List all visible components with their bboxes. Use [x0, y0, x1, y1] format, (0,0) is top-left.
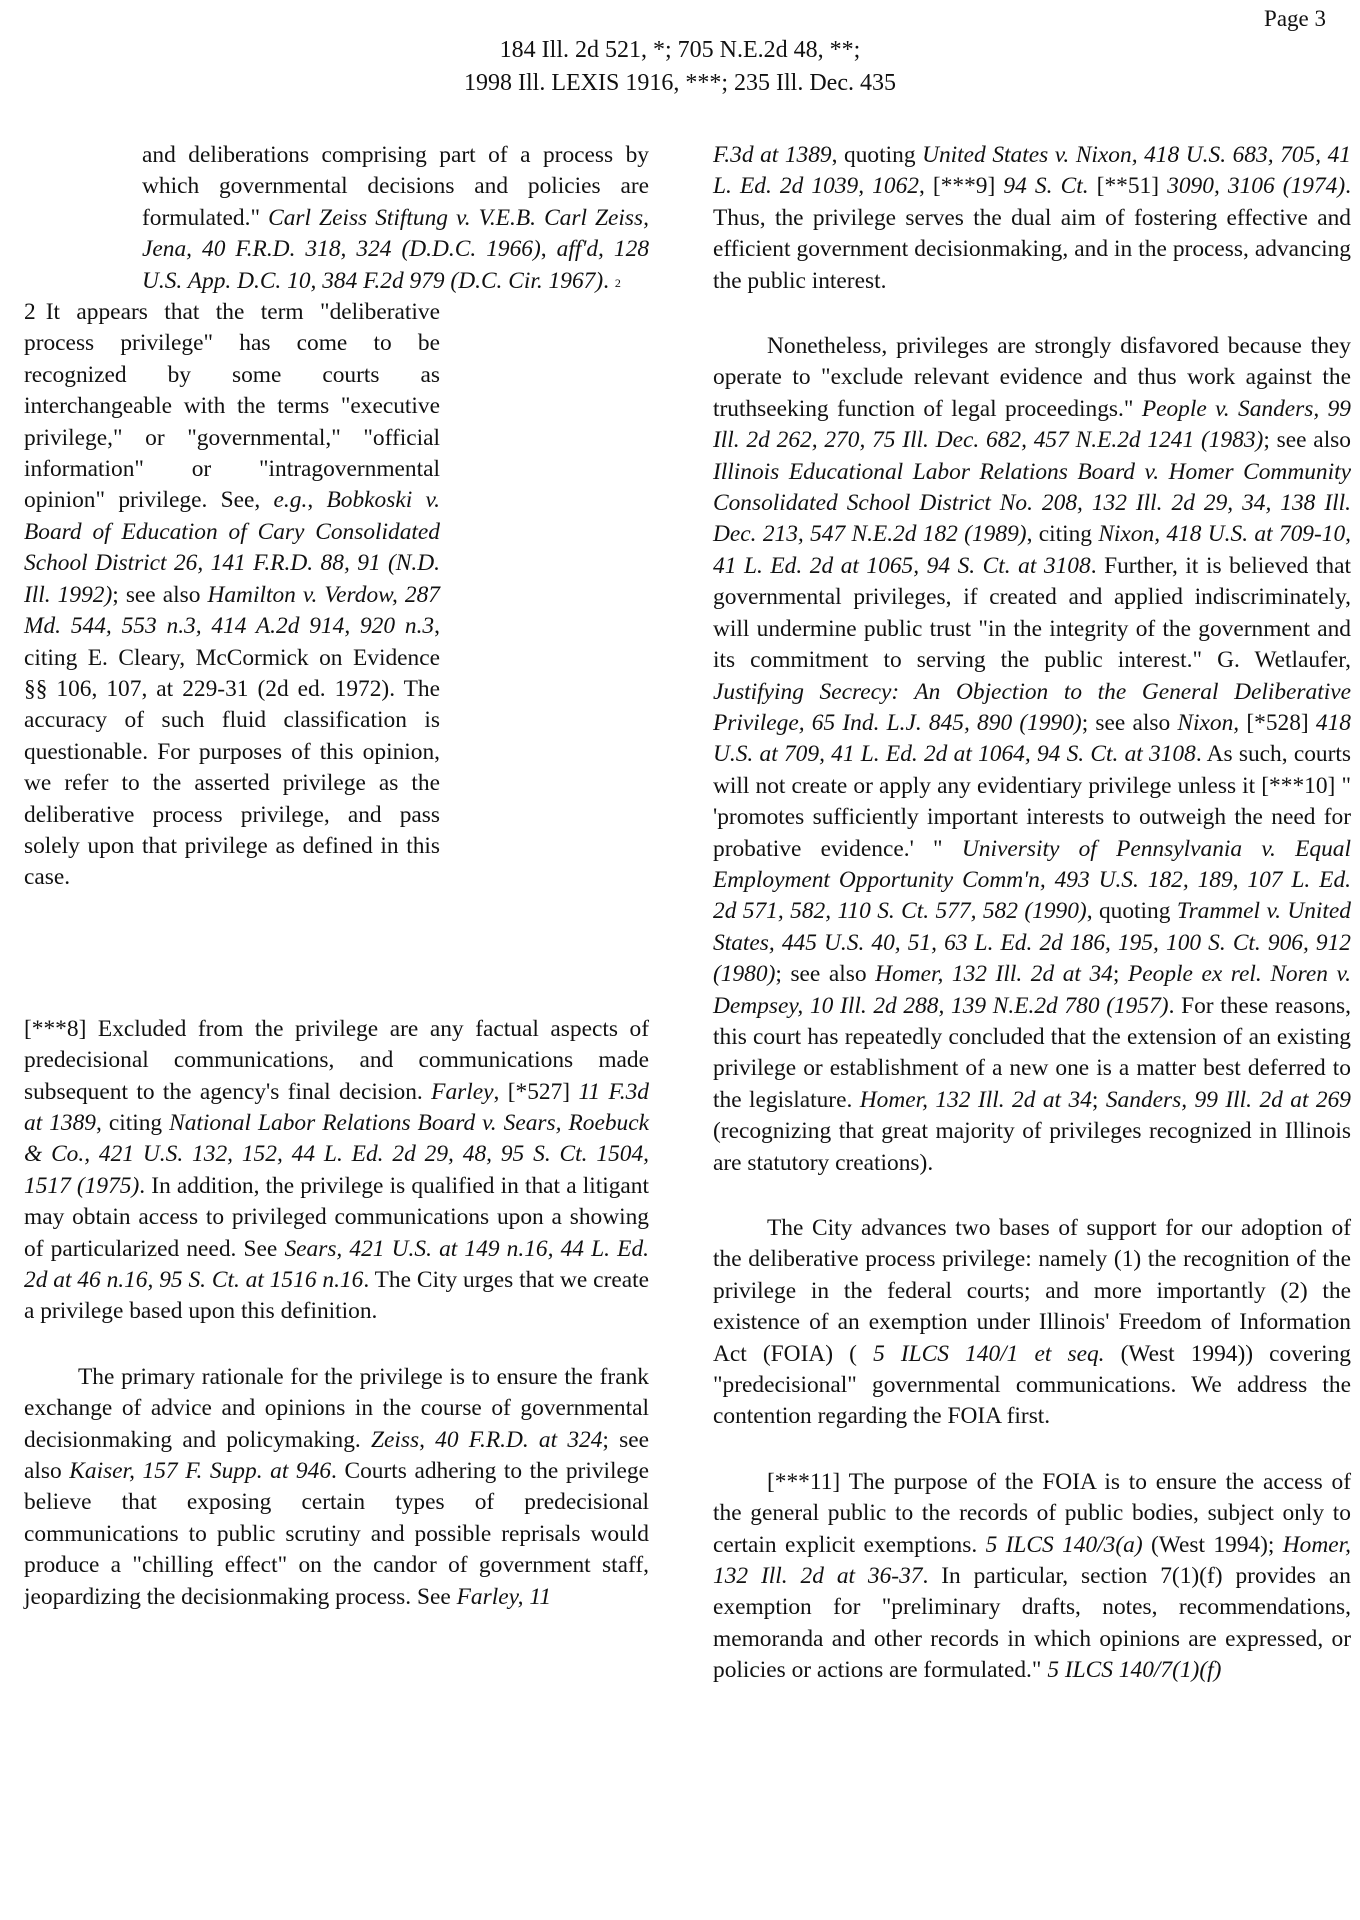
running-header-line-1: 184 Ill. 2d 521, *; 705 N.E.2d 48, **; — [499, 37, 861, 63]
page-number: Page 3 — [1264, 6, 1326, 31]
paragraph-foia-purpose: [***11] The purpose of the FOIA is to ensure the access of the general public to the records of public bodies, subject only to certain explicit exemptions. 5 ILCS 140/3(a) (West 1994); Homer, 132 Ill. 2d at 36-37. In particular, section 7(1)(f) provides an exemption for "preliminary drafts, notes, recommendations, memoranda and other records in which opinions are expressed, or policies or actions are formulated." 5 ILCS 140/7(1)(f) — [713, 1468, 1351, 1684]
paragraph-continued-quoting-nixon: F.3d at 1389, quoting United States v. Nixon, 418 U.S. 683, 705, 41 L. Ed. 2d 1039, 1062, [***9] 94 S. Ct. [**51] 3090, 3106 (1974). Thus, the privilege serves the dual aim of fostering effective and efficient government decisionmaking, and in the process, advancing the public interest. — [713, 142, 1352, 294]
footnote-reference: 2 — [614, 275, 621, 290]
citation: Hamilton v. Verdow, 287 Md. 544, 553 n.3, 414 A.2d 914, 920 n.3 — [24, 581, 440, 640]
right-column — [713, 140, 1351, 1687]
paragraph-privileges-disfavored: Nonetheless, privileges are strongly disfavored because they operate to "exclude relevant evidence and thus work against the truthseeking function of legal proceedings." People v. Sanders, 99 Ill. 2d 262, 270, 75 Ill. Dec. 682, 457 N.E.2d 1241 (1983); see also Illinois Educational Labor Relations Board v. Homer Community Consolidated School District No. 208, 132 Ill. 2d 29, 34, 138 Ill. Dec. 213, 547 N.E.2d 182 (1989), citing Nixon, 418 U.S. at 709-10, 41 L. Ed. 2d at 1065, 94 S. Ct. at 3108. Further, it is believed that governmental privileges, if created and applied indiscriminately, will undermine public trust "in the integrity of the government and its commitment to serving the public interest." G. Wetlaufer, Justifying Secrecy: An Objection to the General Deliberative Privilege, 65 Ind. L.J. 845, 890 (1990); see also Nixon, [*528] 418 U.S. at 709, 41 L. Ed. 2d at 1064, 94 S. Ct. at 3108. As such, courts will not create or apply any evidentiary privilege unless it [***10] " 'promotes sufficiently important interests to outweigh the need for probative evidence.' " University of Pennsylvania v. Equal Employment Opportunity Comm'n, 493 U.S. 182, 189, 107 L. Ed. 2d 571, 582, 110 S. Ct. 577, 582 (1990), quoting Trammel v. United States, 445 U.S. 40, 51, 63 L. Ed. 2d 186, 195, 100 S. Ct. 906, 912 (1980); see also Homer, 132 Ill. 2d at 34; People ex rel. Noren v. Dempsey, 10 Ill. 2d 288, 139 N.E.2d 780 (1957). For these reasons, this court has repeatedly concluded that the extension of an existing privilege or establishment of a new one is a matter best deferred to the legislature. Homer, 132 Ill. 2d at 34; Sanders, 99 Ill. 2d at 269 (recognizing that great majority of privileges recognized in Illinois are statutory creations). — [713, 333, 1352, 1176]
footnote-2: 2 It appears that the term "deliberative process privilege" has come to be recognized by some courts as interchangeable with the terms "executive privilege," or "governmental," "official information" or "intragovernmental opinion" privilege. See, e.g., Bobkoski v. Board of Education of Cary Consolidated School District 26, 141 F.R.D. 88, 91 (N.D. Ill. 1992); see also Hamilton v. Verdow, 287 Md. 544, 553 n.3, 414 A.2d 914, 920 n.3, citing E. Cleary, McCormick on Evidence §§ 106, 107, at 229-31 (2d ed. 1972). The accuracy of such fluid classification is questionable. For purposes of this opinion, we refer to the asserted privilege as the deliberative process privilege, and pass solely upon that privilege as defined in this case. — [24, 299, 440, 891]
citation: aff'd, 128 U.S. App. D.C. 10, 384 F.2d 979 (D.C. Cir. 1967) — [142, 236, 650, 294]
paragraph-primary-rationale: The primary rationale for the privilege is to ensure the frank exchange of advice and opinions in the course of governmental decisionmaking and policymaking. Zeiss, 40 F.R.D. at 324; see also Kaiser, 157 F. Supp. at 946. Courts adhering to the privilege believe that exposing certain types of predecisional communications to public scrutiny and possible reprisals would produce a "chilling effect" on the candor of government staff, jeopardizing the decisionmaking process. See Farley, 11 — [24, 1363, 649, 1610]
footnote-number: 2 — [24, 299, 36, 326]
citation: Bobkoski v. Board of Education of Cary Consolidated School District 26, 141 F.R.D. 88, 91 (N.D. Ill. 1992) — [24, 487, 440, 608]
opening-paragraph-continued: and deliberations comprising part of a process by which governmental decisions and policies are formulated." Carl Zeiss Stiftung v. V.E.B. Carl Zeiss, Jena, 40 F.R.D. 318, 324 (D.D.C. 1966), aff'd, 128 U.S. App. D.C. 10, 384 F.2d 979 (D.C. Cir. 1967). $^2$ — [142, 142, 650, 294]
left-column — [24, 140, 649, 1613]
running-header-line-2: 1998 Ill. LEXIS 1916, ***; 235 Ill. Dec. 435 — [464, 70, 896, 96]
citation: Carl Zeiss Stiftung v. V.E.B. Carl Zeiss, Jena, 40 F.R.D. 318, 324 (D.D.C. 1966) — [142, 204, 649, 263]
running-header — [0, 34, 1360, 100]
paragraph-excluded-from-privilege: [***8] Excluded from the privilege are any factual aspects of predecisional communications, and communications made subsequent to the agency's final decision. Farley, [*527] 11 F.3d at 1389, citing National Labor Relations Board v. Sears, Roebuck & Co., 421 U.S. 132, 152, 44 L. Ed. 2d 29, 48, 95 S. Ct. 1504, 1517 (1975). In addition, the privilege is qualified in that a litigant may obtain access to privileged communications upon a showing of particularized need. See Sears, 421 U.S. at 149 n.16, 44 L. Ed. 2d at 46 n.16, 95 S. Ct. at 1516 n.16. The City urges that we create a privilege based upon this definition. — [24, 1015, 650, 1325]
paragraph-city-advances: The City advances two bases of support for our adoption of the deliberative process privilege: namely (1) the recognition of the privilege in the federal courts; and more importantly (2) the existence of an exemption under Illinois' Freedom of Information Act (FOIA) ( 5 ILCS 140/1 et seq. (West 1994)) covering "predecisional" governmental communications. We address the contention regarding the FOIA first. — [713, 1215, 1352, 1430]
